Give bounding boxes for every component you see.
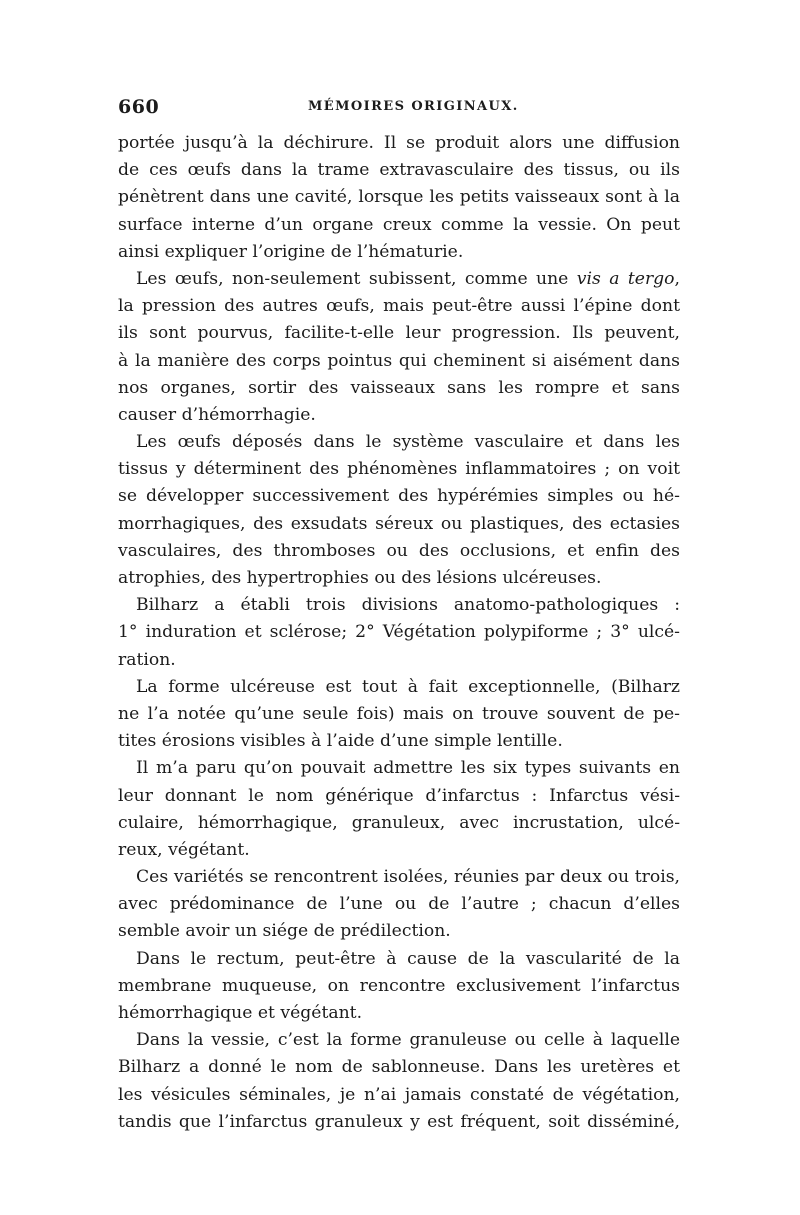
text-line: Bilharz a établi trois divisions anatomo-pathologiques : (136, 595, 680, 616)
text-line: tandis que l’infarctus granuleux y est fréquent, soit disséminé, (118, 1111, 680, 1132)
text-line: Bilharz a donné le nom de sablonneuse. Dans les uretères et (118, 1057, 680, 1078)
text-line: culaire, hémorrhagique, granuleux, avec incrustation, ulcé- (118, 812, 680, 833)
text-line: surface interne d’un organe creux comme la vessie. On peut (118, 214, 680, 235)
text-line: pénètrent dans une cavité, lorsque les petits vaisseaux sont à la (118, 187, 680, 208)
text-line: ainsi expliquer l’origine de l’hématurie. (118, 241, 464, 262)
body-text (118, 130, 680, 1136)
text-line: Dans la vessie, c’est la forme granuleuse ou celle à laquelle (136, 1030, 680, 1051)
text-line: Dans le rectum, peut-être à cause de la vascularité de la (136, 948, 680, 969)
text-line: ils sont pourvus, facilite-t-elle leur progression. Ils peuvent, (118, 323, 680, 344)
text-line: Les œufs déposés dans le système vasculaire et dans les (136, 432, 680, 453)
text-line: 1° induration et sclérose; 2° Végétation polypiforme ; 3° ulcé- (118, 622, 680, 643)
text-line: causer d’hémorrhagie. (118, 404, 316, 425)
running-head: MÉMOIRES ORIGINAUX. (308, 99, 519, 114)
text-line: leur donnant le nom générique d’infarctus : Infarctus vési- (118, 785, 680, 806)
text-line: membrane muqueuse, on rencontre exclusivement l’infarctus (118, 975, 680, 996)
page-header (118, 96, 678, 126)
text-line: de ces œufs dans la trame extravasculaire des tissus, ou ils (118, 160, 680, 181)
text-line: tites érosions visibles à l’aide d’une simple lentille. (118, 731, 563, 752)
text-line: reux, végétant. (118, 839, 250, 860)
text-line: La forme ulcéreuse est tout à fait exceptionnelle, (Bilharz (136, 676, 680, 697)
text-line: se développer successivement des hypérémies simples ou hé- (118, 486, 680, 507)
text-line: Ces variétés se rencontrent isolées, réunies par deux ou trois, (136, 867, 680, 888)
text-line: Il m’a paru qu’on pouvait admettre les six types suivants en (136, 758, 680, 779)
text-line: semble avoir un siége de prédilection. (118, 921, 451, 942)
text-line: vasculaires, des thromboses ou des occlusions, et enfin des (118, 540, 680, 561)
text-line: atrophies, des hypertrophies ou des lésions ulcéreuses. (118, 568, 602, 588)
text-line: à la manière des corps pointus qui cheminent si aisément dans (118, 350, 680, 371)
text-line: hémorrhagique et végétant. (118, 1003, 363, 1023)
text-line: tissus y déterminent des phénomènes inflammatoires ; on voit (118, 459, 680, 480)
text-line: avec prédominance de l’une ou de l’autre ; chacun d’elles (118, 894, 680, 915)
text-line: la pression des autres œufs, mais peut-être aussi l’épine dont (118, 296, 680, 317)
text-line: portée jusqu’à la déchirure. Il se produit alors une diffusion (118, 133, 680, 153)
text-line: Les œufs, non-seulement subissent, comme une vis a tergo, (136, 268, 680, 289)
page-number: 660 (118, 96, 160, 118)
text-line: ne l’a notée qu’une seule fois) mais on trouve souvent de pe- (118, 703, 680, 724)
text-line: nos organes, sortir des vaisseaux sans les rompre et sans (118, 377, 680, 398)
text-line: morrhagiques, des exsudats séreux ou plastiques, des ectasies (118, 513, 680, 534)
text-line: les vésicules séminales, je n’ai jamais constaté de végétation, (118, 1084, 680, 1105)
latin-phrase: vis a tergo (576, 268, 675, 289)
text-line: ration. (118, 649, 176, 670)
